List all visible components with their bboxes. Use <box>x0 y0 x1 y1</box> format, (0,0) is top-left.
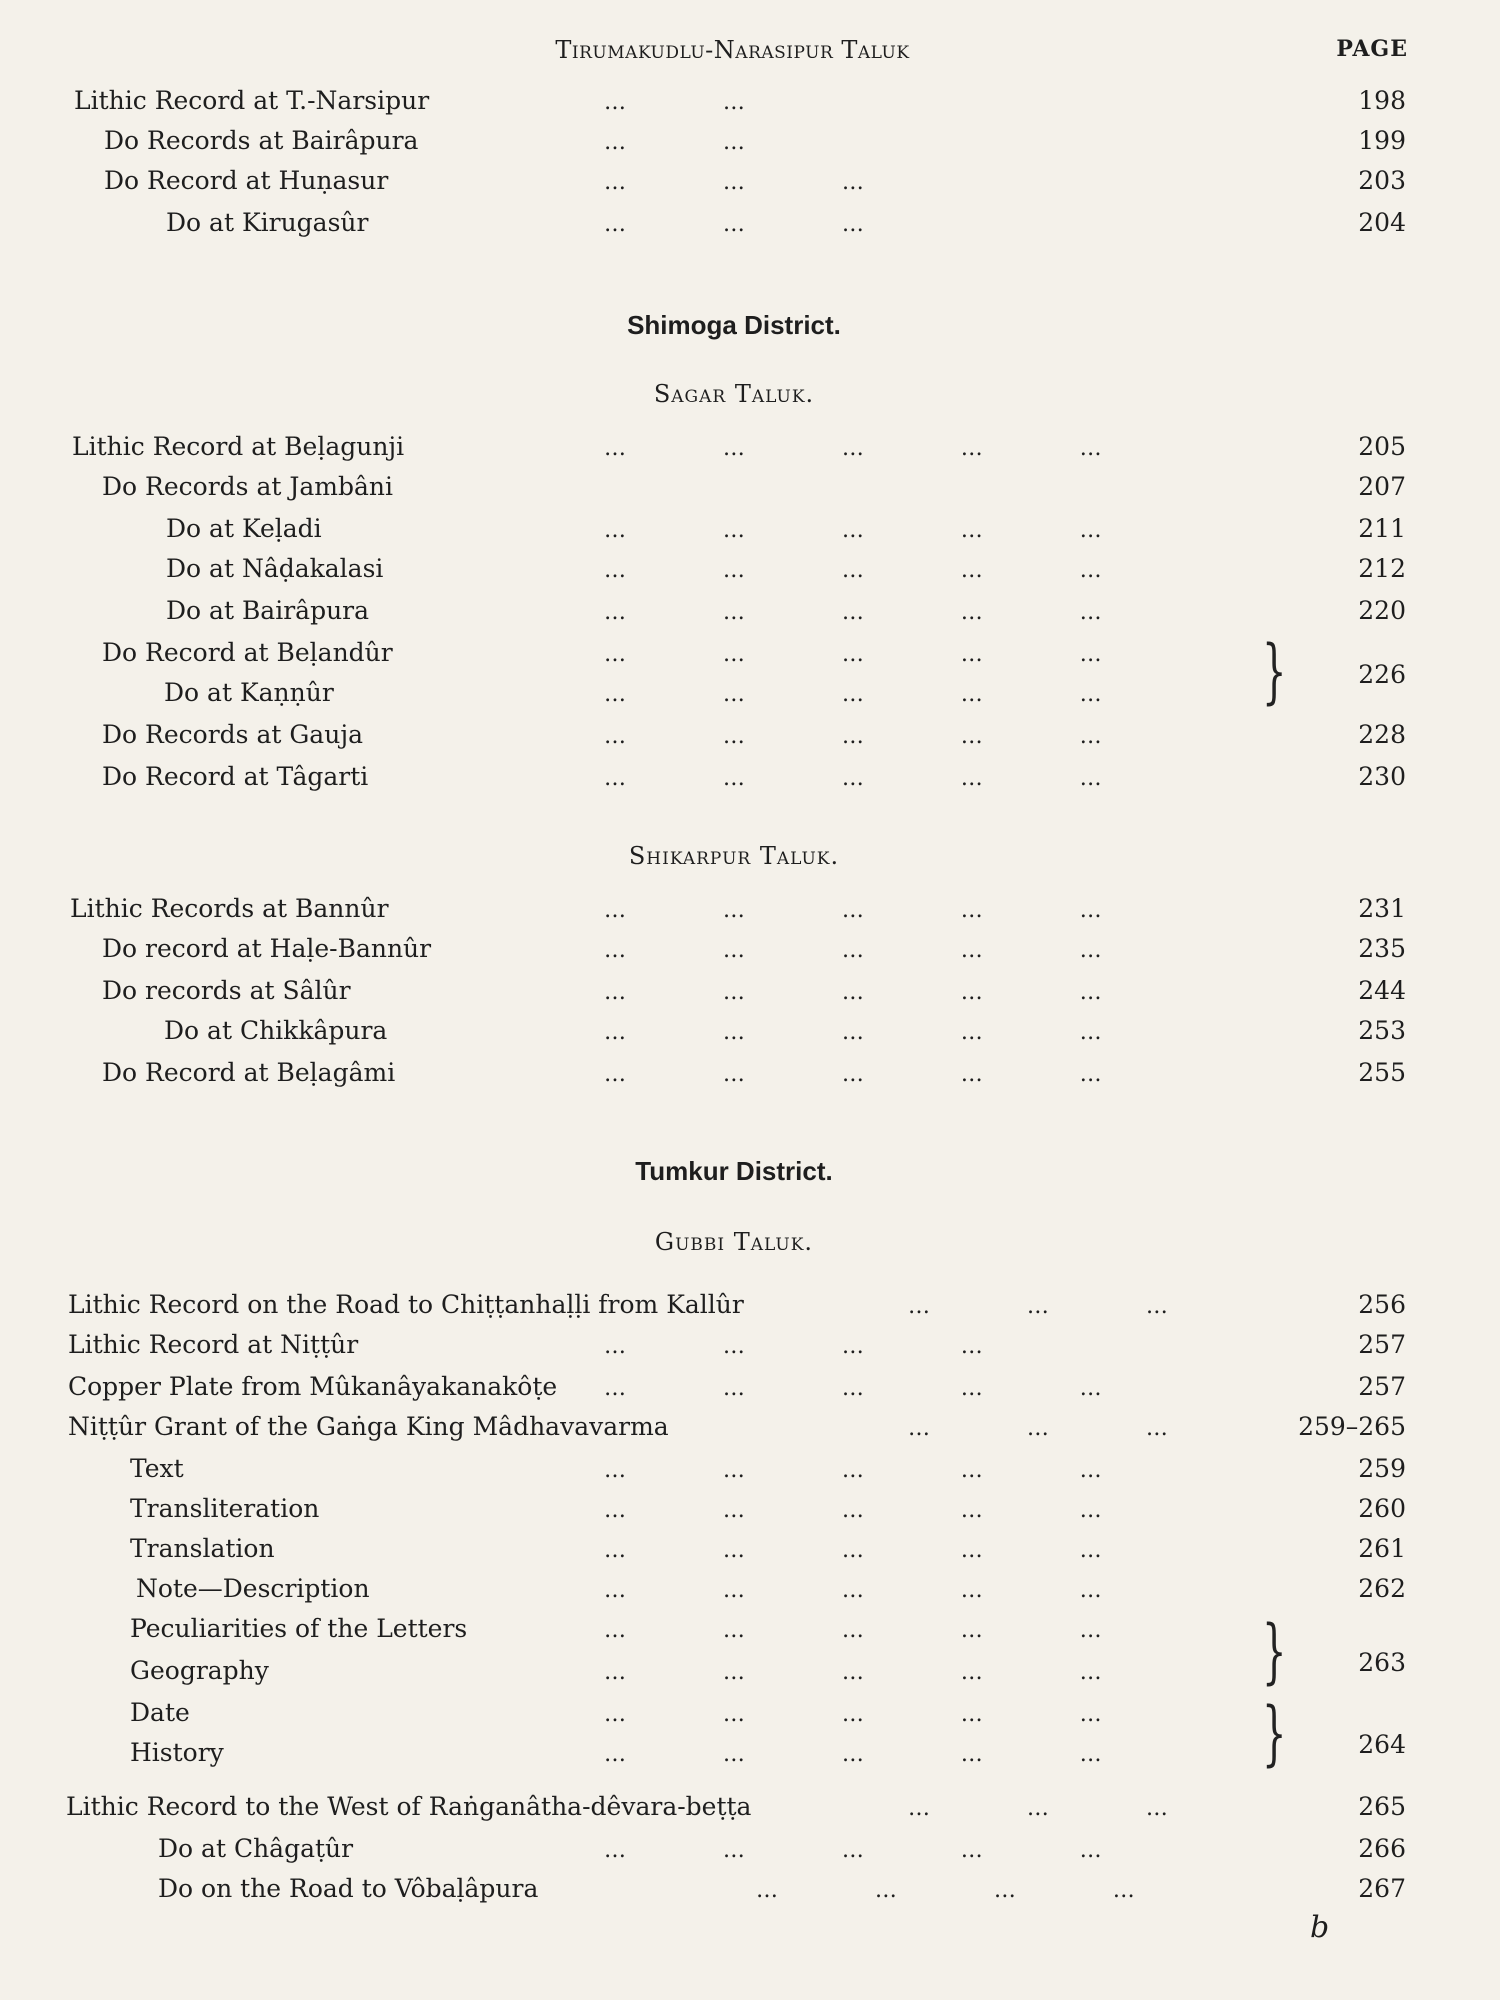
toc-row: Do Record at Beḷagâmi … … … … … 255 <box>102 1058 1406 1087</box>
toc-row: Do at Chikkâpura … … … … … 253 <box>164 1016 1406 1045</box>
toc-row: Do at Nâḍakalasi … … … … … 212 <box>166 554 1406 583</box>
brace-bracket: } <box>1262 1692 1287 1774</box>
toc-row: Do at Kirugasûr … … … 204 <box>166 208 1406 237</box>
brace-page-number: 263 <box>1358 1648 1406 1677</box>
taluk-heading-tnarasipur: Tirumakudlu-Narasipur Taluk <box>555 36 910 64</box>
toc-row: Do records at Sâlûr … … … … … 244 <box>102 976 1406 1005</box>
toc-row: Lithic Record at Niṭṭûr … … … … 257 <box>68 1330 1406 1359</box>
toc-row: Do Record at Huṇasur … … … 203 <box>104 166 1406 195</box>
toc-row: Lithic Records at Bannûr … … … … … 231 <box>70 894 1406 923</box>
page-header <box>0 36 1500 70</box>
brace-bracket: } <box>1262 630 1287 712</box>
district-heading-tumkur: Tumkur District. <box>635 1156 833 1186</box>
toc-row: Lithic Record on the Road to Chiṭṭanhaḷḷi from Kallûr … … … 256 <box>68 1290 1406 1319</box>
toc-row: Do Record at Beḷandûr … … … … … <box>102 638 1103 667</box>
toc-row: Do at Châgaṭûr … … … … … 266 <box>158 1834 1406 1863</box>
toc-row: Do at Bairâpura … … … … … 220 <box>166 596 1406 625</box>
toc-row: History … … … … … <box>130 1738 1103 1767</box>
toc-row: Do at Keḷadi … … … … … 211 <box>166 514 1406 543</box>
toc-row: Do Records at Jambâni 207 <box>102 472 1406 501</box>
taluk-heading-gubbi: Gubbi Taluk. <box>654 1228 814 1256</box>
taluk-heading-sagar: Sagar Taluk. <box>653 380 815 408</box>
toc-row: Do on the Road to Vôbaḷâpura … … … … 267 <box>158 1874 1406 1903</box>
toc-row: Translation … … … … … 261 <box>130 1534 1406 1563</box>
toc-row: Transliteration … … … … … 260 <box>130 1494 1406 1523</box>
toc-row: Do Record at Tâgarti … … … … … 230 <box>102 762 1406 791</box>
toc-row: Lithic Record at Beḷagunji … … … … … 205 <box>72 432 1406 461</box>
taluk-heading-shikarpur: Shikarpur Taluk. <box>628 842 840 870</box>
toc-row: Peculiarities of the Letters … … … … … <box>130 1614 1103 1643</box>
toc-row: Niṭṭûr Grant of the Gaṅga King Mâdhavavarma … … … 259–265 <box>68 1412 1406 1441</box>
toc-row: Do at Kaṇṇûr … … … … … <box>164 678 1103 707</box>
toc-row: Lithic Record at T.-Narsipur … … 198 <box>74 86 1406 115</box>
toc-row: Note—Description … … … … … 262 <box>136 1574 1406 1603</box>
toc-row: Date … … … … … <box>130 1698 1103 1727</box>
brace-page-number: 226 <box>1358 660 1406 689</box>
toc-row: Text … … … … … 259 <box>130 1454 1406 1483</box>
toc-row: Copper Plate from Mûkanâyakanakôṭe … … … … … 257 <box>68 1372 1406 1401</box>
brace-bracket: } <box>1262 1610 1287 1692</box>
toc-row: Do record at Haḷe-Bannûr … … … … … 235 <box>102 934 1406 963</box>
toc-row: Do Records at Gauja … … … … … 228 <box>102 720 1406 749</box>
toc-row: Geography … … … … … <box>130 1656 1103 1685</box>
signature-mark: b <box>1310 1910 1330 1945</box>
page-column-label: PAGE <box>1336 36 1408 62</box>
brace-page-number: 264 <box>1358 1730 1406 1759</box>
district-heading-shimoga: Shimoga District. <box>627 310 841 340</box>
toc-row: Lithic Record to the West of Raṅganâtha-dêvara-beṭṭa … … … 265 <box>66 1792 1406 1821</box>
toc-row: Do Records at Bairâpura … … 199 <box>104 126 1406 155</box>
